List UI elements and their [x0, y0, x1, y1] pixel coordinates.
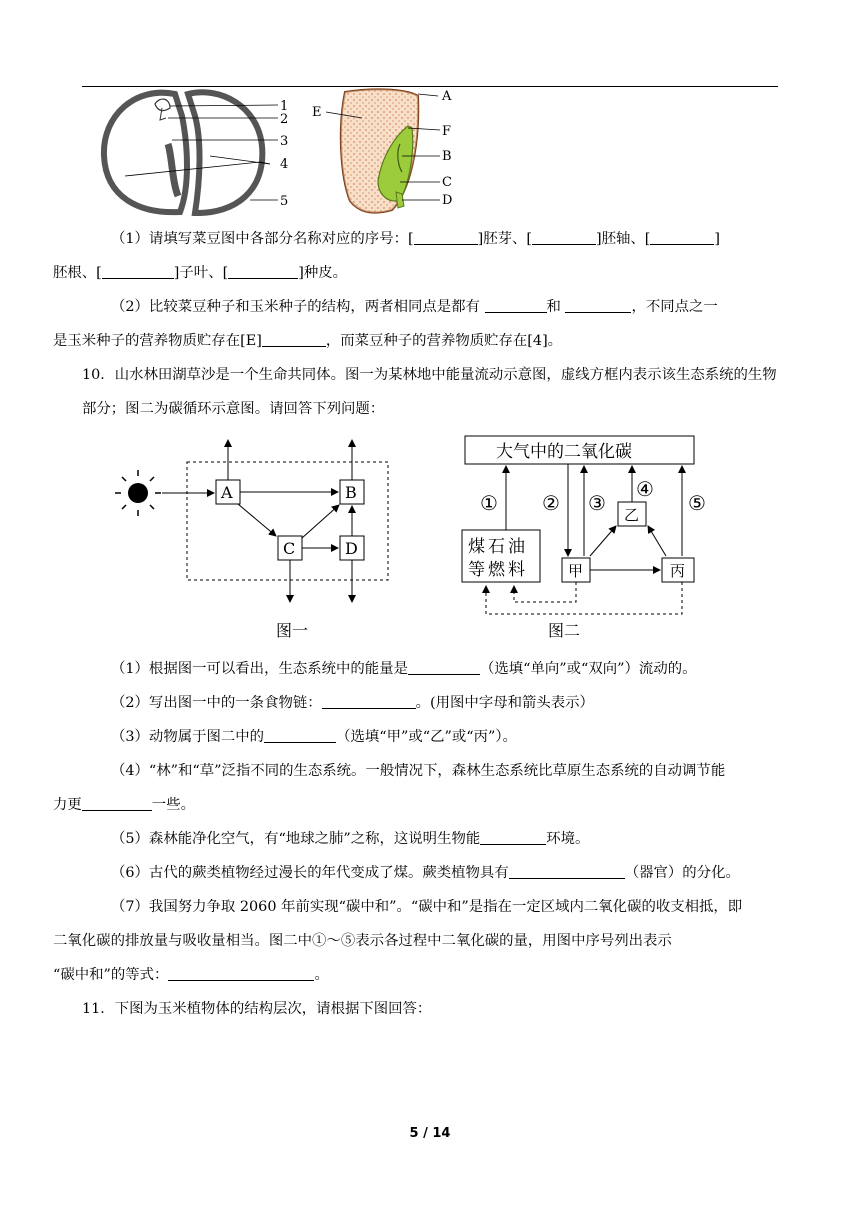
figure-1-caption: 图一 [276, 621, 309, 640]
q10-1: （1）根据图一可以看出，生态系统中的能量是 （选填“单向”或“双向”）流动的。 [111, 661, 697, 677]
q9-part1: （1）请填写菜豆图中各部分名称对应的序号：[ ]胚芽、[ ]胚轴、[ ] 胚根、[ ]子叶、[ ]种皮。 [53, 231, 721, 281]
bean-label-1: 1 [280, 99, 289, 114]
bean-seed-drawing [104, 92, 288, 213]
blank[interactable] [414, 230, 478, 245]
blank[interactable] [262, 332, 326, 347]
bean-label-4: 4 [280, 157, 289, 172]
sun-icon [115, 470, 161, 516]
node-yi: 乙 [624, 506, 640, 524]
q10-6: （6）古代的蕨类植物经过漫长的年代变成了煤。蕨类植物具有 （器官）的分化。 [111, 865, 740, 881]
blank[interactable] [485, 298, 547, 313]
bean-label-5: 5 [280, 194, 289, 209]
atmosphere-co2-box: 大气中的二氧化碳 [496, 442, 632, 462]
corn-label-F: F [442, 124, 452, 139]
process-4: ④ [636, 477, 654, 501]
node-A: A [221, 483, 233, 502]
q11-intro: 11．下图为玉米植物体的结构层次，请根据下图回答： [82, 1001, 432, 1017]
fuel-label-line2: 等燃料 [468, 560, 528, 580]
figure-2-caption: 图二 [548, 621, 581, 640]
q10-7: （7）我国努力争取 2060 年前实现“碳中和”。“碳中和”是指在一定区域内二氧化碳的收支相抵，即 二氧化碳的排放量与吸收量相当。图二中①～⑤表示各过程中二氧化碳的量，用图中序号列出表示 “碳中和”的等式： 。 [53, 899, 743, 983]
blank[interactable] [82, 796, 152, 811]
blank[interactable] [509, 864, 625, 879]
process-5: ⑤ [688, 491, 706, 515]
corn-seed-drawing [312, 89, 452, 213]
blank[interactable] [102, 264, 174, 279]
corn-label-D: D [442, 193, 453, 208]
figure-1-energy-flow [110, 432, 400, 642]
q10-intro: 10．山水林田湖草沙是一个生命共同体。图一为某林地中能量流动示意图，虚线方框内表示该生态系统的生物部分；图二为碳循环示意图。请回答下列问题： [82, 367, 777, 417]
blank[interactable] [532, 230, 596, 245]
fuel-label-line1: 煤石油 [468, 537, 528, 557]
corn-label-A: A [442, 89, 452, 104]
q10-2: （2）写出图一中的一条食物链： 。(用图中字母和箭头表示） [111, 695, 594, 711]
figure-2-carbon-cycle [456, 432, 706, 642]
node-jia: 甲 [568, 562, 584, 580]
corn-label-B: B [442, 149, 452, 164]
node-bing: 丙 [670, 562, 686, 580]
blank[interactable] [480, 830, 546, 845]
q10-3: （3）动物属于图二中的 （选填“甲”或“乙”或“丙”）。 [111, 729, 517, 745]
q10-4: （4）“林”和“草”泛指不同的生态系统。一般情况下，森林生态系统比草原生态系统的自动调节能 力更 一些。 [53, 763, 726, 813]
process-3: ③ [588, 491, 606, 515]
seed-figure [100, 86, 470, 216]
page-number: 5 / 14 [409, 1126, 451, 1141]
corn-label-E: E [312, 105, 322, 120]
blank[interactable] [565, 298, 631, 313]
blank[interactable] [322, 694, 416, 709]
blank[interactable] [264, 728, 336, 743]
corn-label-C: C [442, 175, 452, 190]
blank[interactable] [228, 264, 298, 279]
blank[interactable] [650, 230, 714, 245]
bean-label-3: 3 [280, 134, 289, 149]
node-C: C [283, 539, 296, 558]
process-1: ① [480, 491, 498, 515]
bean-label-2: 2 [280, 112, 289, 127]
blank[interactable] [168, 966, 314, 981]
process-2: ② [542, 491, 560, 515]
node-B: B [345, 483, 357, 502]
blank[interactable] [408, 660, 480, 675]
node-D: D [345, 539, 358, 558]
q10-5: （5）森林能净化空气，有“地球之肺”之称，这说明生物能 环境。 [111, 831, 590, 847]
q9-part2: （2）比较菜豆种子和玉米种子的结构，两者相同点是都有 和 ，不同点之一 是玉米种子的营养物质贮存在[E] ，而菜豆种子的营养物质贮存在[4]。 [53, 299, 718, 349]
